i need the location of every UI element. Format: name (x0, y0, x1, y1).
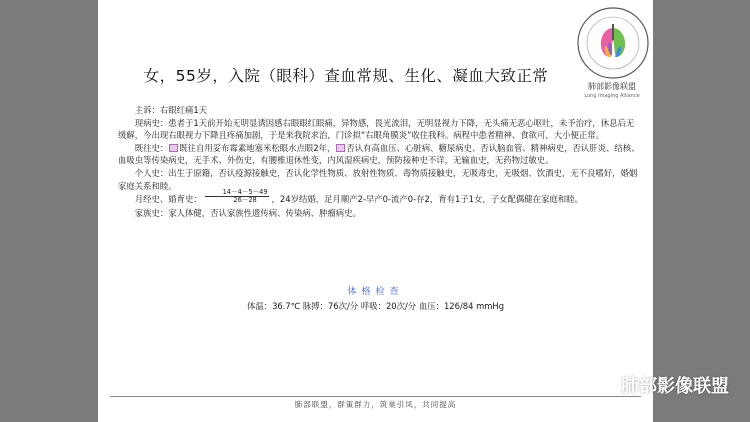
logo-caption-sub: Lung Imaging Alliance (584, 93, 640, 99)
menstrual-formula-top: 14－4－5－49 (205, 189, 269, 197)
watermark-label: 肺部影像联盟 (621, 376, 729, 397)
menstrual-marital-history (118, 188, 640, 207)
menstrual-label: 月经史、婚育史： (134, 194, 202, 205)
slide (98, 0, 653, 422)
case-history (118, 104, 640, 220)
vital-signs: 体温：36.7℃ 脉搏：76次/分 呼吸：20次/分 血压：126/84 mmHg (246, 301, 505, 311)
marital-detail: ，24岁结婚，足月顺产2-早产0-流产0-存2，育有1子1女，子女配偶健在家庭和睦。 (271, 194, 583, 205)
past-history-label: 既往史： (134, 142, 169, 153)
highlight-marker-icon (336, 144, 345, 152)
case-title: 女，55岁，入院（眼科）查血常规、生化、凝血大致正常 (143, 67, 549, 85)
family-history: 家族史：家人体健，否认家族性遗传病、传染病、肿瘤病史。 (134, 208, 361, 219)
alliance-logo (576, 6, 650, 80)
wechat-channel-icon (593, 376, 615, 394)
personal-history: 个人史：出生于原籍，否认疫源接触史，否认化学性物质、放射性物质、毒物质接触史，无吸毒史，无吸烟、饮酒史，无不良嗜好，婚姻家庭关系和睦。 (118, 167, 638, 191)
present-illness-history: 现病史：患者于1天前开始无明显诱因感右眼眼红眼痛，异物感，畏光流泪，无明显视力下降，无头痛无恶心呕吐，未予治疗，休息后无缓解，今出现右眼视力下降且疼痛加剧，于是来我院求治，门诊拟“右眼角膜炎”收住我科。病程中患者精神、食欲可，大小便正常。 (118, 117, 635, 141)
highlight-marker-icon (169, 144, 178, 152)
chief-complaint: 主诉：右眼红痛1天 (134, 105, 208, 115)
menstrual-formula-bottom: 26－28 (233, 196, 257, 205)
menstrual-formula (205, 189, 269, 204)
physical-exam-heading: 体格检查 (347, 287, 404, 297)
footer-divider (110, 396, 641, 397)
past-history-detail: 否认有高血压、心脏病、糖尿病史、否认脑血管、精神病史，否认肝炎、结核、血吸虫等传染病史，无手术、外伤史，有腰椎退休性变，内风湿疾病史，预防接种史不详，无输血史，无药物过敏史。 (118, 142, 640, 166)
footer-slogan: 肺部联盟，群策群力，筑巢引凤，共同提高 (294, 400, 457, 409)
channel-watermark (593, 373, 729, 397)
past-history-medication: 既往自用妥布霉素地塞米松眼水点眼2年， (179, 142, 336, 153)
logo-caption: 肺部影像联盟 (588, 82, 636, 91)
past-history (118, 142, 640, 167)
